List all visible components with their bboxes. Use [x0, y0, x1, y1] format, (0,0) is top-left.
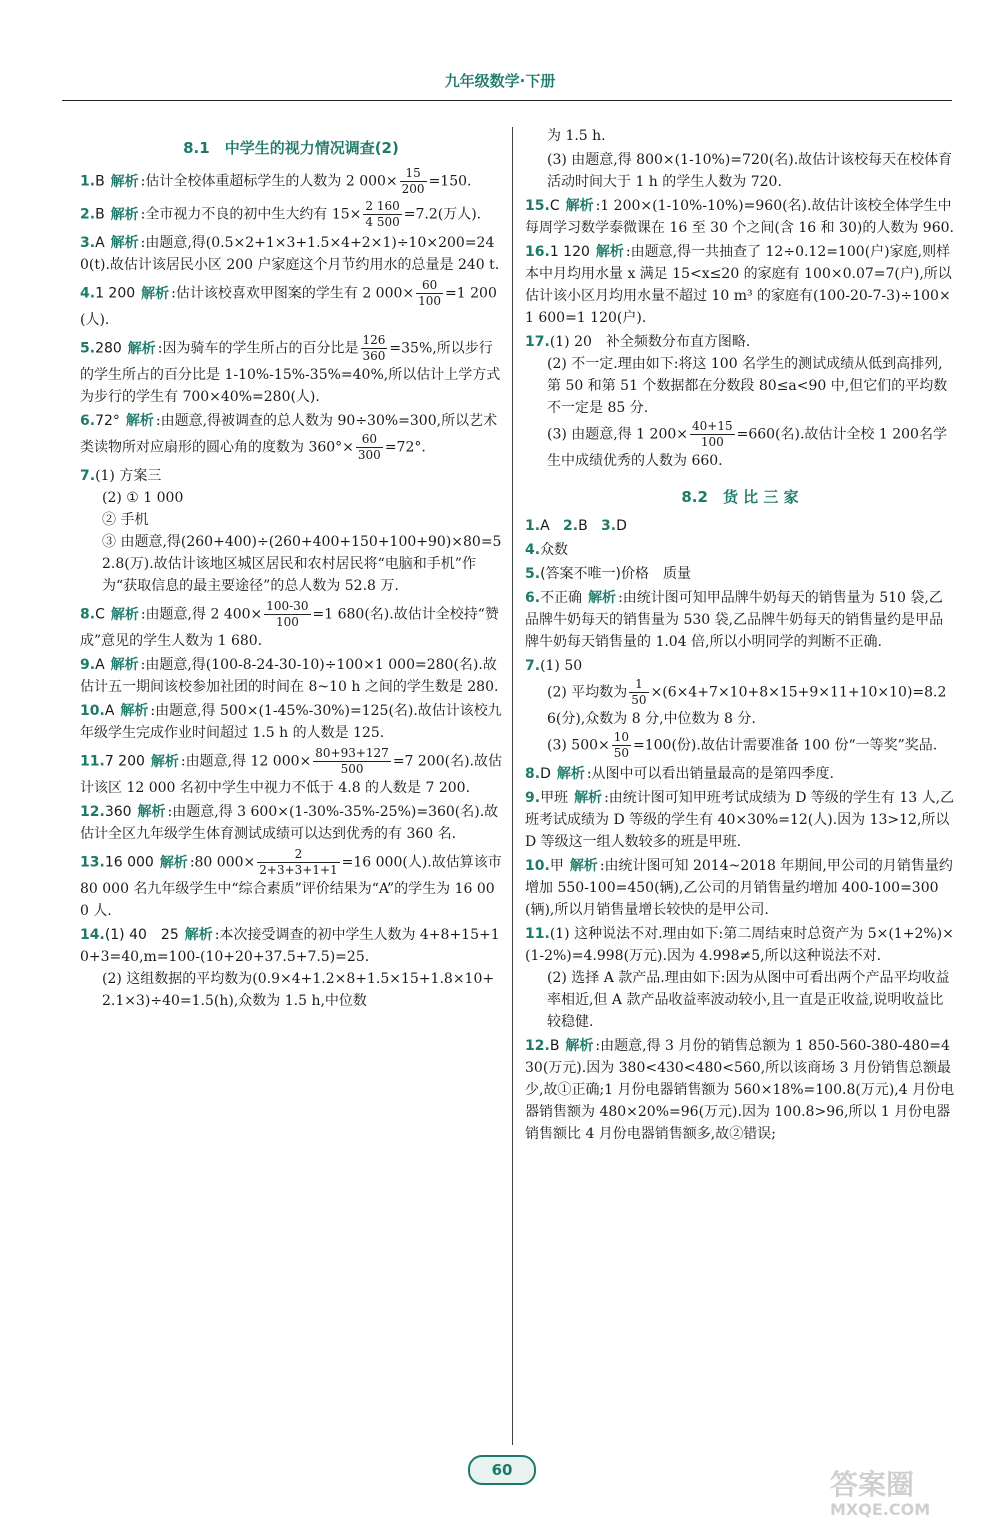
fraction: $\frac{40+15}{100}$ — [692, 419, 733, 449]
page-header: 九年级数学·下册 — [444, 72, 556, 90]
answer-item-7: 7.(1) 50 (2) 平均数为 $\frac{1}{50}$ ×(6×4+7×10+8×15+9×11+10×10)=8.26(分),众数为 8 分,中位数为 8 分. (3) 500× $\frac{10}{50}$ =100(份).故估计需要准备 100 份“一等奖”奖品. — [525, 658, 947, 760]
fraction: $\frac{1}{50}$ — [631, 677, 647, 707]
answer-item-16: 16.1 120 解析 :由题意,得一共抽查了 12÷0.12=100(户)家庭,则样本中月均用水量 x 满足 15<x≤20 的家庭有 100×0.07=7(户),所以估计该小区月均用水量不超过 10 m³ 的家庭有(100-20-7-3)÷100×1 600=1 120(户). — [525, 244, 952, 326]
header-divider — [62, 100, 952, 101]
answer-item-4: 4.众数 — [525, 542, 569, 558]
fraction: $\frac{100-30}{100}$ — [266, 599, 309, 629]
answer-items-1-3: 1.A 2.B 3.D — [525, 518, 627, 534]
answer-item-14: 14.(1) 40 25 解析 :本次接受调查的初中学生人数为 4+8+15+10+3=40,m=100-(10+20+37.5+7.5)=25. (2) 这组数据的平均数为(0.9×4+1.2×8+1.5×15+1.8×10+2.1×3)÷40=1.5(h),众数为 1.5 h,中位数 — [80, 927, 500, 1009]
watermark-logo: 答案圈 MXQE.COM — [830, 1468, 931, 1519]
answer-item-11: 11.7 200 解析 :由题意,得 12 000× $\frac{80+93+127}{500}$ =7 200(名).故估计该区 12 000 名初中学生中视力不低于 4.8 的人数是 7 200. — [80, 746, 502, 796]
right-column — [525, 125, 955, 1147]
fraction: $\frac{2 160}{4 500}$ — [365, 199, 400, 229]
fraction: $\frac{2}{2+3+3+1+1}$ — [259, 847, 338, 877]
answer-item-1: 1.B 解析 :估计全校体重超标学生的人数为 2 000× $\frac{15}{200}$ =150. — [80, 166, 472, 196]
answer-item-10: 10.甲 解析 :由统计图可知 2014~2018 年期间,甲公司的月销售量约增加 550-100=450(辆),乙公司的月销售量约增加 400-100=300(辆),所以月销售量增长较快的是甲公司. — [525, 858, 953, 918]
section-title-8-2: 8.2 货 比 三 家 — [681, 488, 799, 506]
continued-text: 为 1.5 h. — [547, 128, 606, 144]
answer-item-5: 5.(答案不唯一)价格 质量 — [525, 566, 691, 582]
answer-item-15: 15.C 解析 :1 200×(1-10%-10%)=960(名).故估计该校全体学生中每周学习数学泰微课在 16 至 30 个之间(含 16 和 30)的人数为 960. — [525, 198, 954, 236]
answer-item-3: 3.A 解析 :由题意,得(0.5×2+1×3+1.5×4+2×1)÷10×200=240(t).故估计该居民小区 200 户家庭这个月节约用水的总量是 240 t. — [80, 235, 500, 273]
continued-text: (3) 由题意,得 800×(1-10%)=720(名).故估计该校每天在校体育活动时间大于 1 h 的学生人数为 720. — [547, 152, 953, 190]
column-divider — [512, 127, 513, 1445]
answer-item-12: 12.360 解析 :由题意,得 3 600×(1-30%-35%-25%)=360(名).故估计全区九年级学生体育测试成绩可以达到优秀的有 360 名. — [80, 804, 499, 842]
fraction: $\frac{80+93+127}{500}$ — [315, 746, 389, 776]
answer-item-9: 9.甲班 解析 :由统计图可知甲班考试成绩为 D 等级的学生有 13 人,乙班考试成绩为 D 等级的学生有 40×30%=12(人).因为 13>12,所以 D 等级这一组人数较多的班是甲班. — [525, 790, 955, 850]
section-title-8-1: 8.1 中学生的视力情况调查(2) — [183, 139, 399, 157]
answer-item-6: 6.不正确 解析 :由统计图可知甲品牌牛奶每天的销售量为 510 袋,乙品牌牛奶每天的销售量为 530 袋,乙品牌牛奶每天的销售量约是甲品牌牛奶每天销售量的 1.04 倍,所以小明同学的判断不正确. — [525, 590, 944, 650]
answer-item-8: 8.C 解析 :由题意,得 2 400× $\frac{100-30}{100}$ =1 680(名).故估计全校持“赞成”意见的学生人数为 1 680. — [80, 599, 499, 649]
answer-item-10: 10.A 解析 :由题意,得 500×(1-45%-30%)=125(名).故估计该校九年级学生完成作业时间超过 1.5 h 的人数是 125. — [80, 703, 502, 741]
answer-item-4: 4.1 200 解析 :估计该校喜欢甲图案的学生有 2 000× $\frac{60}{100}$ =1 200(人). — [80, 278, 497, 328]
answer-item-2: 2.B 解析 :全市视力不良的初中生大约有 15× $\frac{2 160}{4 500}$ =7.2(万人). — [80, 199, 482, 229]
answer-item-17: 17.(1) 20 补全频数分布直方图略. (2) 不一定.理由如下:将这 100 名学生的测试成绩从低到高排列,第 50 和第 51 个数据都在分数段 80≤a<90 中,但它们的平均数不一定是 85 分. (3) 由题意,得 1 200× $\frac{40+15}{100}$ =660(名).故估计全校 1 200名学生中成绩优秀的人数为 660. — [525, 334, 948, 469]
fraction: $\frac{60}{100}$ — [418, 278, 442, 308]
answer-item-5: 5.280 解析 :因为骑车的学生所占的百分比是 $\frac{126}{360}$ =35%,所以步行的学生所占的百分比是 1-10%-15%-35%=40%,所以估计上学方式为步行的学生有 700×40%=280(人). — [80, 333, 501, 405]
fraction: $\frac{126}{360}$ — [362, 333, 386, 363]
answer-item-13: 13.16 000 解析 :80 000× $\frac{2}{2+3+3+1+1}$ =16 000(人).故估算该市 80 000 名九年级学生中“综合素质”评价结果为“A”的学生为 16 000 人. — [80, 847, 502, 919]
fraction: $\frac{10}{50}$ — [613, 730, 630, 760]
fraction: $\frac{15}{200}$ — [401, 166, 425, 196]
page-number: 60 — [468, 1455, 536, 1485]
answer-item-7: 7.(1) 方案三 (2) ① 1 000 ② 手机 ③ 由题意,得(260+400)÷(260+400+150+100+90)×80=52.8(万).故估计该地区城区居民和农村居民将“电脑和手机”作为“获取信息的最主要途径”的总人数为 52.8 万. — [80, 468, 502, 594]
answer-item-12: 12.B 解析 :由题意,得 3 月份的销售总额为 1 850-560-380-480=430(万元).因为 380<430<480<560,所以该商场 3 月份销售总额最少,故①正确;1 月份电器销售额为 560×18%=100.8(万元),4 月份电器销售额为 480×20%=96(万元).因为 100.8>96,所以 1 月份电器销售额比 4 月份电器销售额多,故②错误; — [525, 1038, 955, 1142]
left-column — [80, 125, 502, 1014]
answer-item-6: 6.72° 解析 :由题意,得被调查的总人数为 90÷30%=300,所以艺术类读物所对应扇形的圆心角的度数为 360°× $\frac{60}{300}$ =72°. — [80, 413, 498, 462]
answer-item-8: 8.D 解析 :从图中可以看出销量最高的是第四季度. — [525, 766, 835, 782]
fraction: $\frac{60}{300}$ — [357, 432, 381, 462]
answer-item-11: 11.(1) 这种说法不对.理由如下:第二周结束时总资产为 5×(1+2%)×(1-2%)=4.998(万元).因为 4.998≠5,所以这种说法不对. (2) 选择 A 款产品.理由如下:因为从图中可看出两个产品平均收益率相近,但 A 款产品收益率波动较小,且一直是正收益,说明收益比较稳健. — [525, 926, 954, 1030]
answer-item-9: 9.A 解析 :由题意,得(100-8-24-30-10)÷100×1 000=280(名).故估计五一期间该校参加社团的时间在 8~10 h 之间的学生数是 280. — [80, 657, 499, 695]
